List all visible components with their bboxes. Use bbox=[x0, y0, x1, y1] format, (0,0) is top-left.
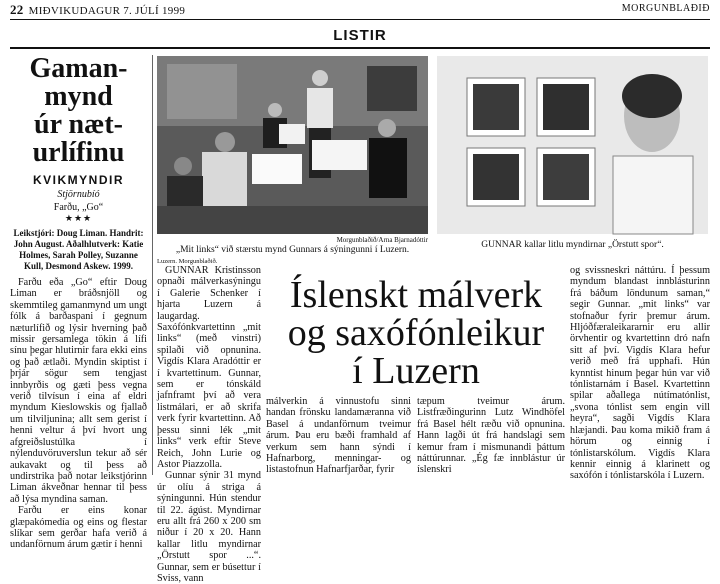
photo-caption: GUNNAR kallar litlu myndirnar „Örstutt spor“. bbox=[481, 240, 664, 250]
column-divider bbox=[152, 55, 153, 475]
article-column-4 bbox=[570, 265, 710, 482]
film-review bbox=[10, 53, 147, 551]
review-kicker: KVIKMYNDIR bbox=[32, 173, 124, 187]
article-column-2 bbox=[266, 396, 411, 476]
review-headline-line: urlífinu bbox=[32, 137, 125, 168]
photo-quartet bbox=[157, 56, 428, 234]
article-paragraph: tæpum tveimur árum. Listfræðingurinn Lutz Windhöfel frá Basel hélt ræðu við opnunina. Hann lagði út frá handslagi sem kemur fram í mismunandi þáttum náttúrunnar. „Ég fæ innblástur úr íslenskri bbox=[417, 396, 565, 476]
review-venue: Stjörnubíó bbox=[57, 189, 100, 200]
page-header-left bbox=[10, 2, 185, 18]
review-headline-line: Gaman- bbox=[29, 53, 128, 84]
review-body bbox=[10, 277, 147, 551]
article-paragraph: GUNNAR Kristinsson opnaði málverkasýningu í Galerie Schenker í hjarta Luzern á laugardag. Saxófónkvartettinn „mit links“ (með vinstri) spilaði við opnunina. Vigdís Klara Aradóttir er í kvartettinum. Gunnar, sem er tónskáld jafnframt því að vera listmálari, er að skrifa verk fyrir kvartettinn. Að þessu sinni lék „mit links“ verk eftir Steve Reich, John Lurie og Astor Piazzolla. bbox=[157, 265, 261, 470]
photo-caption: „Mit links“ við stærstu mynd Gunnars á sýningunni í Luzern. bbox=[175, 245, 410, 255]
article-headline-line: í Luzern bbox=[352, 350, 480, 392]
review-paragraph: Farðu eða „Go“ eftir Doug Liman er bráðsnjöll og skemmtileg gamanmynd um ungt fólk á barðaspani í gegnum næturlífið og lýsir hverning það missir gersamlega tökin á lífi sínu þegar hlutirnir fara ekki eins og það ætlaði. Myndin skiptist í þrjár sögur sem tengjast innbyrðis og gæti þess vegna verið tilvísun í eina af eldri myndum Kieslowskis og fjallað um tilviljunina; allt sem gerist í henni veltur á því hvort ung afgreiðslustúlka í nýlenduvöruverslun tekur að sér aukavakt og til þess að undirstrika það notar leikstjórinn Liman ákveðnar hennar til þess að lýsa myndina saman. bbox=[10, 277, 147, 505]
article-headline-line: og saxófónleikur bbox=[287, 312, 545, 354]
article-dateline: Luzern. Morgunblaðið. bbox=[157, 258, 218, 265]
review-headline-line: mynd bbox=[44, 81, 113, 112]
photo-credit: Morgunblaðið/Arna Bjarnadóttir bbox=[336, 236, 428, 244]
article-headline bbox=[266, 276, 566, 390]
article-column-3 bbox=[417, 396, 565, 476]
photo-quartet-image bbox=[157, 56, 428, 234]
article-paragraph: málverkin á vinnustofu sinni handan frönsku landamæranna við Basel á undanförnum tveimur árum. Þau eru bæði framhald af verkum sem hann sýndi í Hafnarborg, menningar- og listastofnun Hafnarfjarðar, fyrir bbox=[266, 396, 411, 476]
article-paragraph: og svissneskri náttúru. Í þessum myndum blandast innblásturinn frá báðum löndunum saman,“ segir Gunnar. „mit links“ var stofnaður fyrir þremur árum. Hljóðfæraleikararnir eru allir örvhentir og kvartettinn dró nafn sitt af því. Vigdís Klara hefur verið með frá upphafi. Hún kynntist hinum þegar hún var við tónlistarnám í Basel. Kvartettinn spilar aðallega nútímatónlist, „svona tónlist sem engin vill heyra“, sagði Vigdís Klara hlæjandi. Þau koma mikið fram á hörum og einnig í tónlistarskólum. Vigdís Klara kennir einnig á klarinett og saxófón í tónlistarskóla í Luzern. bbox=[570, 265, 710, 482]
issue-date: MIÐVIKUDAGUR 7. JÚLÍ 1999 bbox=[28, 5, 186, 17]
header-rule bbox=[10, 19, 710, 20]
review-headline bbox=[10, 55, 147, 167]
page-number: 22 bbox=[10, 2, 24, 17]
review-paragraph: Farðu er eins konar glæpakómedía og eins og flestar slíkar sem gerðar hafa verið á undanförnum árum gætir í henni bbox=[10, 505, 147, 551]
rating-stars: ★★★ bbox=[64, 213, 93, 223]
photo-artist bbox=[437, 56, 708, 234]
section-title: LISTIR bbox=[333, 27, 387, 44]
section-rule bbox=[10, 47, 710, 49]
photo-artist-image bbox=[437, 56, 708, 234]
newspaper-name: MORGUNBLAÐIÐ bbox=[621, 3, 710, 14]
article-column-1 bbox=[157, 265, 261, 584]
film-title: Farðu, „Go“ bbox=[53, 202, 104, 213]
film-credits: Leikstjóri: Doug Liman. Handrit: John August. Aðalhlutverk: Katie Holmes, Sarah Polley, Suzanne Kull, Desmond Askew. 1999. bbox=[13, 228, 144, 271]
review-headline-line: úr næt- bbox=[34, 109, 123, 140]
article-paragraph: Gunnar sýnir 31 mynd úr olíu á striga á sýningunni. Hún stendur til 22. ágúst. Myndirnar eru allt frá 260 x 200 sm niður í 20 x 20. Hann kallar litlu myndirnar „Örstutt spor ...“. Gunnar, sem er búsettur í Sviss, vann bbox=[157, 470, 261, 584]
article-headline-line: Íslenskt málverk bbox=[289, 274, 543, 316]
